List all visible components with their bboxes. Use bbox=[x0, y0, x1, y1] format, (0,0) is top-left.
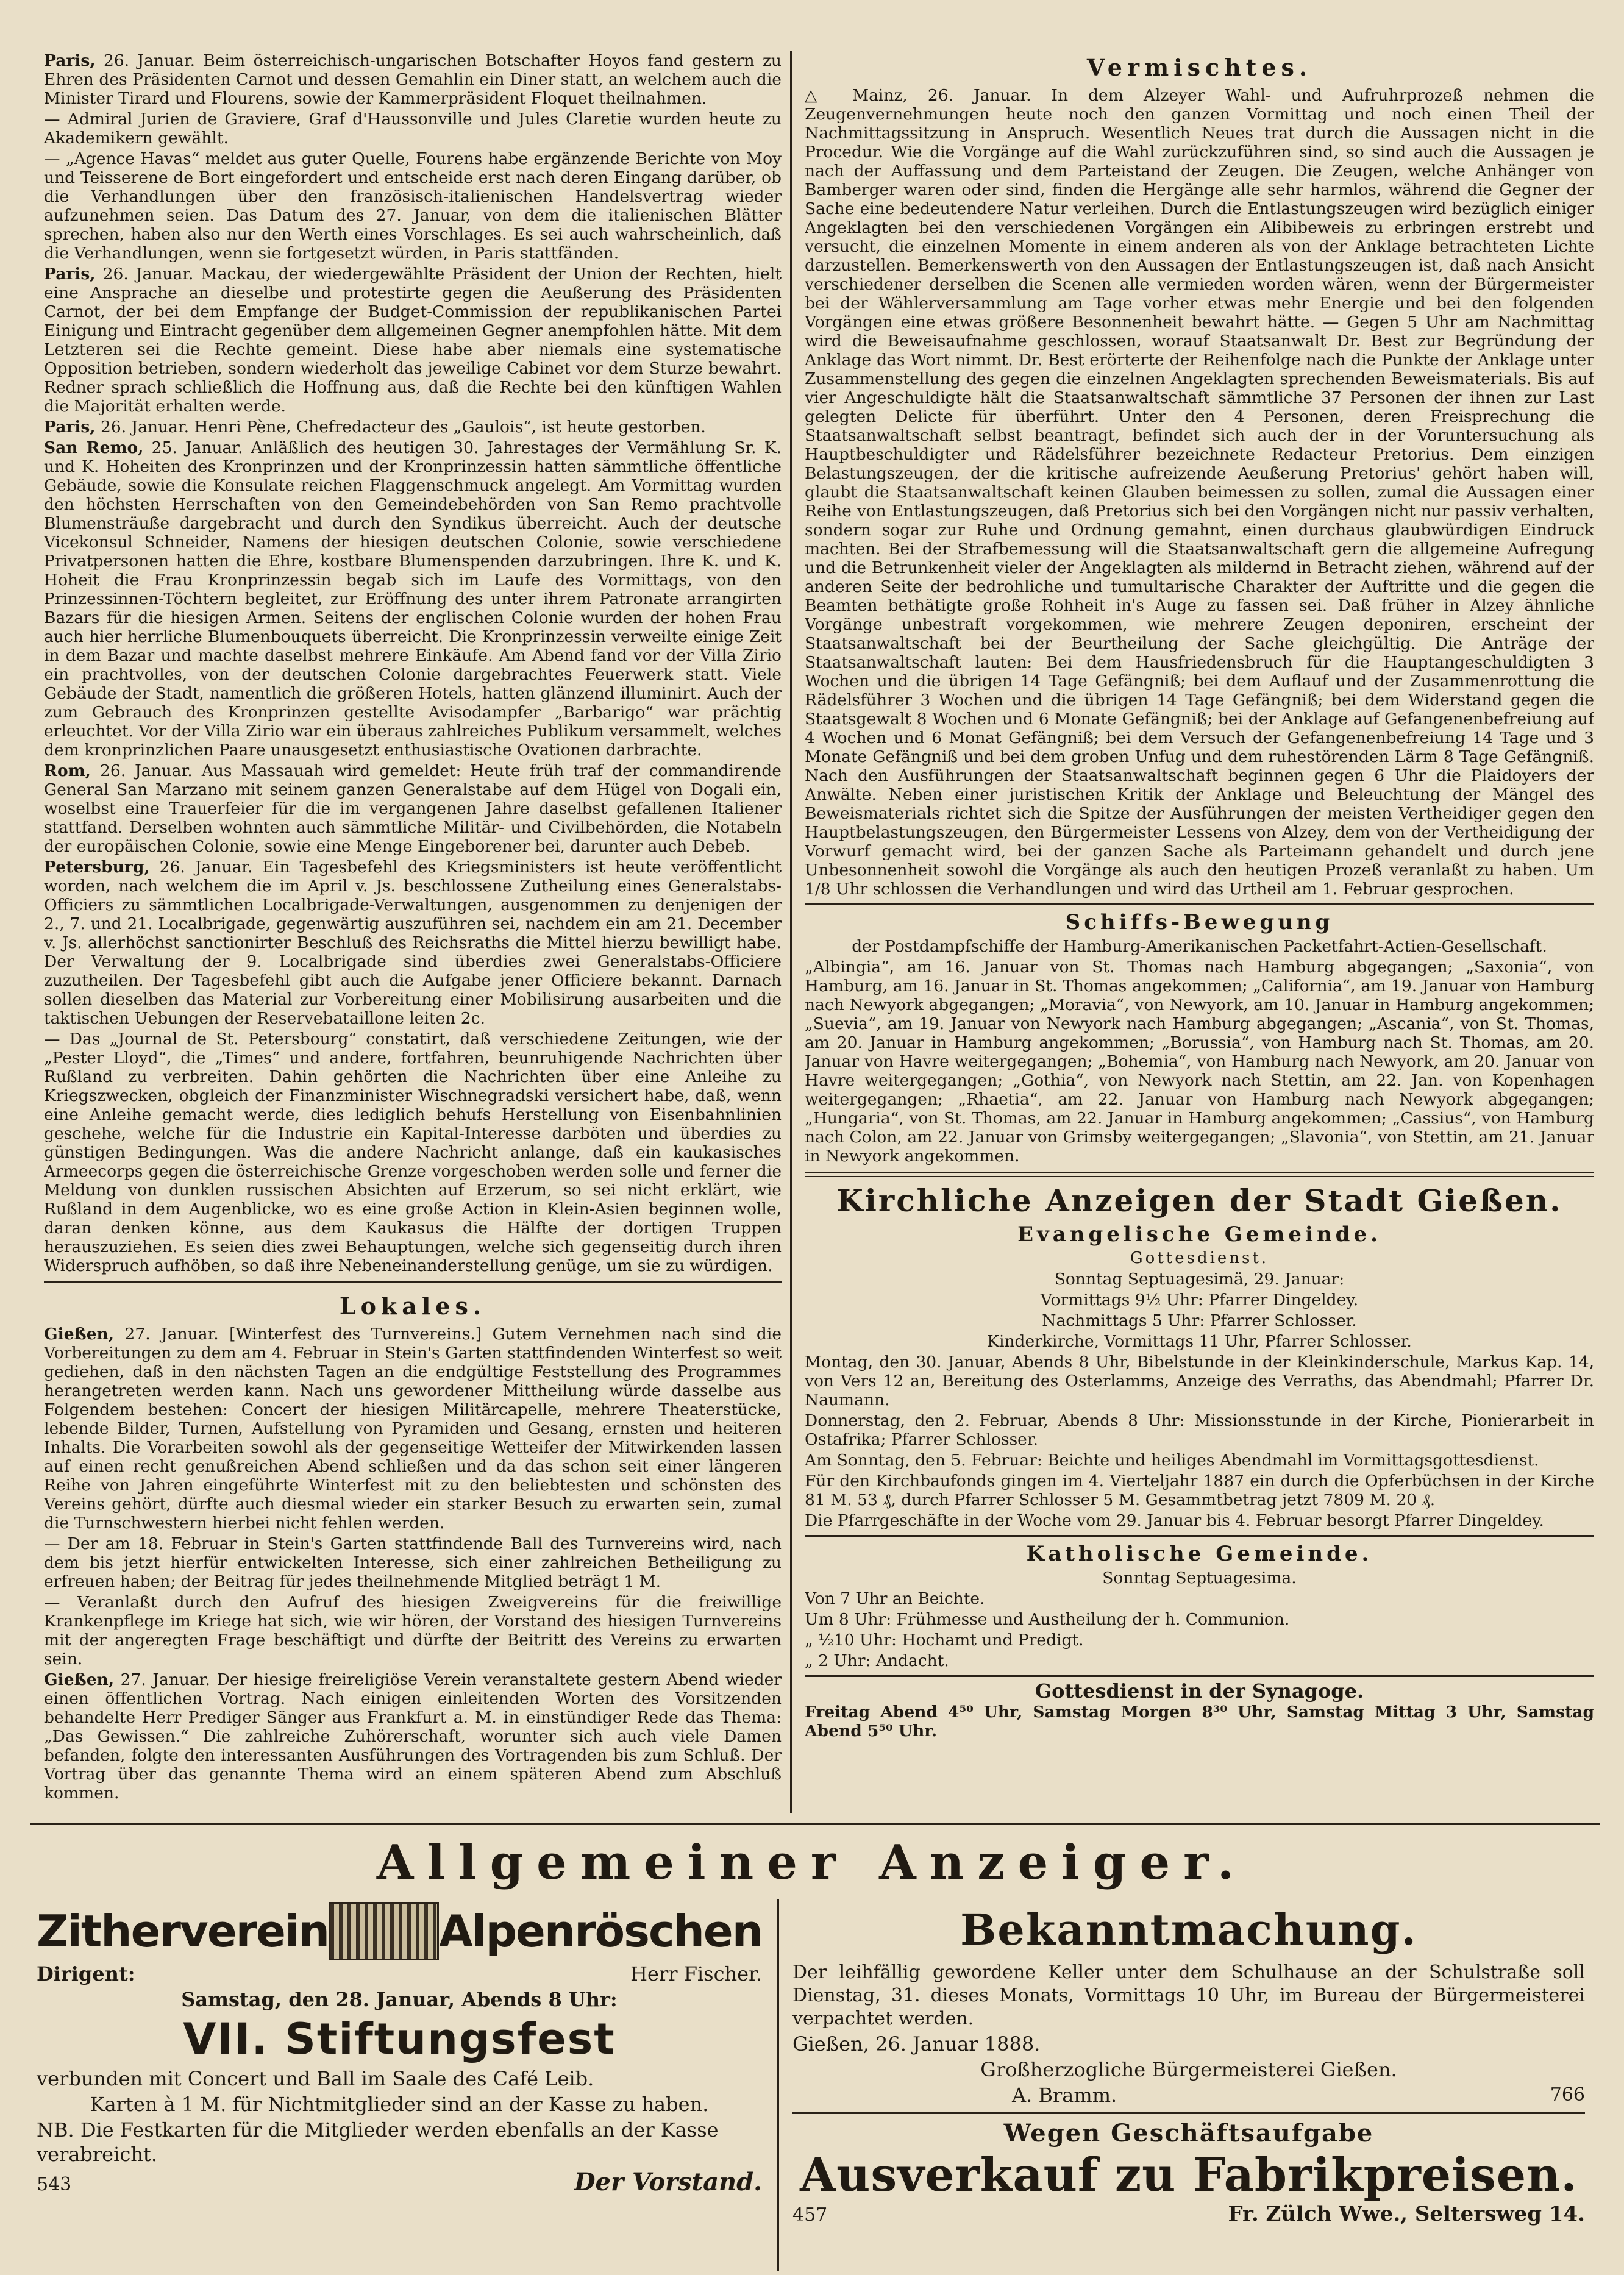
katholische-heading: Katholische Gemeinde. bbox=[1026, 1542, 1373, 1566]
bekanntmachung-ad bbox=[792, 1902, 1585, 2268]
article-paragraph bbox=[44, 858, 782, 1028]
article-text: 26. Januar. Henri Pène, Chefredacteur des „Gaulois“, ist heute gestorben. bbox=[95, 418, 706, 436]
ads-column-divider bbox=[777, 1899, 779, 2271]
karten-line: Karten à 1 M. für Nichtmitglieder sind an der Kasse zu haben. bbox=[90, 2093, 709, 2116]
dateline: Paris, bbox=[44, 51, 96, 70]
article-text: — Das „Journal de St. Petersbourg“ constatirt, daß verschiedene Zeitungen, wie der „Pester Lloyd“, die „Times“ und andere, fortfahren, beunruhigende Nachrichten über Rußland zu verbreiten. Dahin gehörten die Nachrichten über eine Anleihe zu Kriegszwecken, obgleich der Finanzminister Wischnegradski versichert habe, daß, wenn eine Anleihe gemacht werde, dies lediglich behufs Herstellung von Eisenbahnlinien geschehe, welche für die Industrie ein Kapital-Interesse darböten und überdies zu günstigen Bedingungen. Was die andere Nachricht anlange, daß ein kaukasisches Armeecorps gegen die österreichische Grenze vorgeschoben werden solle und ferner die Meldung von dunklen russischen Absichten auf Erzerum, so sei nicht erklärt, wie Rußland in dem Augenblicke, wo es eine große Action in Klein-Asien beginnen wolle, daran denken könne, aus dem Kaukasus die Hälfte der dortigen Truppen herauszuziehen. Es seien dies zwei Behauptungen, welche sich gegenseitig durch ihren Widerspruch aufhöben, so daß ihre Nebeneinanderstellung genüge, um sie zu würdigen. bbox=[44, 1030, 782, 1275]
ad-footer bbox=[37, 2168, 762, 2196]
bekanntmachung-title: Bekanntmachung. bbox=[960, 1904, 1417, 1955]
ad-number: 766 bbox=[1550, 2084, 1585, 2106]
article-text: 25. Januar. Anläßlich des heutigen 30. Jahrestages der Vermählung Sr. K. und K. Hoheiten des Kronprinzen und der Kronprinzessin hatten sämmtliche öffentliche Gebäude, sowie die Konsulate reichen Flaggenschmuck angelegt. Am Vormittag wurden den höchsten Herrschaften von den Gemeindebehörden von San Remo prachtvolle Blumensträuße dargebracht und durch den Syndikus überreicht. Auch der deutsche Vicekonsul Schneider, Namens der hiesigen deutschen Colonie, sowie verschiedene Privatpersonen hatten die Ehre, kostbare Blumenspenden darzubringen. Ihre K. und K. Hoheit die Frau Kronprinzessin begab sich im Laufe des Vormittags, von den Prinzessinnen-Töchtern begleitet, zur Eröffnung des unter ihrem Patronate arrangirten Bazars für die hiesigen Armen. Seitens der englischen Colonie wurden der hohen Frau auch hier herrliche Blumenbouquets überreicht. Die Kronprinzessin verweilte einige Zeit in dem Bazar und machte daselbst mehrere Einkäufe. Am Abend fand vor der Villa Zirio ein prachtvolles, von der deutschen Colonie dargebrachtes Feuerwerk statt. Viele Gebäude der Stadt, namentlich die größeren Hotels, hatten glänzend illuminirt. Auch der zum Gebrauch des Kronprinzen gestellte Avisodampfer „Barbarigo“ war prächtig erleuchtet. Vor der Villa Zirio war ein überaus zahlreiches Publikum versammelt, welches dem kronprinzlichen Paare unausgesetzt enthusiastische Ovationen darbrachte. bbox=[44, 438, 782, 760]
ad-number: 457 bbox=[792, 2204, 828, 2226]
notice-line: Um 8 Uhr: Frühmesse und Austheilung der h. Communion. bbox=[805, 1610, 1290, 1629]
dateline: Gießen, bbox=[44, 1670, 115, 1689]
lokales-articles bbox=[44, 1325, 782, 1803]
article-text: 27. Januar. [Winterfest des Turnvereins.] Gutem Vernehmen nach sind die Vorbereitungen zu dem am 4. Februar in Stein's Garten stattfindenden Winterfest so weit gediehen, daß in den nächsten Tagen an die endgültige Feststellung des Programmes herangetreten werden kann. Nach uns gewordener Mittheilung würde dasselbe aus Folgendem bestehen: Concert der hiesigen Militärcapelle, mehrere Theaterstücke, lebende Bilder, Turnen, Aufstellung von Pyramiden und Gesang, ernsten und heiteren Inhalts. Die Vorarbeiten sowohl als der gegenseitige Wetteifer der Mitwirkenden lassen auf einen recht genußreichen Abend schließen und da das schon seit einer längeren Reihe von Jahren eingeführte Winterfest mit zu den beliebtesten und schönsten des Vereins gehört, dürfte auch diesmal wieder ein starker Besuch zu erwarten sein, zumal die Turnschwestern hierbei nicht fehlen werden. bbox=[44, 1325, 782, 1533]
article-text: 26. Januar. Ein Tagesbefehl des Kriegsministers ist heute veröffentlicht worden, nach welchem die im April v. Js. beschlossene Zutheilung eines Generalstabs-Officiers zu sämmtlichen Localbrigade-Verwaltungen, ausgenommen zu denjenigen der 2., 7. und 21. Localbrigade, gegenwärtig auszuführen sei, nachdem ein am 21. December v. Js. allerhöchst sanctionirter Beschluß des Reichsraths die Mittel hierzu bewilligt habe. Der Verwaltung der 9. Localbrigade sind überdies zwei Generalstabs-Officiere zuzutheilen. Der Tagesbefehl gibt auch die Aufgabe jener Officiere bekannt. Darnach sollen dieselben das Material zur Vorbereitung einer Mobilisirung ausarbeiten und die taktischen Uebungen der Reservebataillone leiten 2c. bbox=[44, 858, 782, 1028]
kirchliche-heading: Kirchliche Anzeigen der Stadt Gießen. bbox=[836, 1183, 1562, 1219]
article-paragraph bbox=[44, 1030, 782, 1275]
dirigent-label: Dirigent: bbox=[37, 1962, 135, 1985]
schiffs-subtitle: der Postdampfschiffe der Hamburg-Amerikanischen Packetfahrt-Actien-Gesellschaft. bbox=[852, 937, 1547, 956]
notice-line: „ ½10 Uhr: Hochamt und Predigt. bbox=[805, 1631, 1084, 1650]
stiftungsfest-title: VII. Stiftungsfest bbox=[183, 2014, 616, 2064]
article-paragraph bbox=[44, 1534, 782, 1591]
zitherverein-ad bbox=[37, 1902, 762, 2268]
divider bbox=[805, 1675, 1594, 1677]
zuelch-address: Fr. Zülch Wwe., Seltersweg 14. bbox=[1228, 2202, 1585, 2226]
article-paragraph bbox=[44, 1670, 782, 1803]
katholische-subtitle: Sonntag Septuagesima. bbox=[1102, 1568, 1297, 1587]
notice-line: Kinderkirche, Vormittags 11 Uhr, Pfarrer Schlosser. bbox=[987, 1332, 1412, 1351]
article-paragraph bbox=[44, 418, 782, 436]
schiffs-heading: Schiffs-Bewegung bbox=[1065, 910, 1334, 935]
nb-line: NB. Die Festkarten für die Mitglieder werden ebenfalls an der Kasse verabreicht. bbox=[37, 2118, 719, 2166]
katholische-times bbox=[805, 1589, 1594, 1670]
article-paragraph bbox=[44, 438, 782, 760]
lokales-heading: Lokales. bbox=[339, 1292, 486, 1320]
synagoge-heading: Gottesdienst in der Synagoge. bbox=[1035, 1679, 1364, 1703]
article-paragraph bbox=[44, 265, 782, 416]
evangelische-heading: Evangelische Gemeinde. bbox=[1017, 1222, 1381, 1247]
zitherverein-title: Zitherverein bbox=[37, 1906, 329, 1957]
article-paragraph bbox=[44, 761, 782, 856]
article-text: 26. Januar. Mackau, der wiedergewählte Präsident der Union der Rechten, hielt eine Ansprache an dieselbe und protestirte gegen die Aeußerung des Präsidenten Carnot, der bei dem Empfange der Budget-Commission der republikanischen Partei Einigung und Eintracht gegenüber dem allgemeinen Gegner anempfohlen hätte. Mit dem Letzteren sei die Rechte gemeint. Diese habe aber niemals eine systematische Opposition betrieben, sondern wiederholt das jeweilige Cabinet vor dem Sturze bewahrt. Redner sprach schließlich die Hoffnung aus, daß die Rechte bei den künftigen Wahlen die Majorität erhalten werde. bbox=[44, 265, 782, 416]
article-paragraph bbox=[44, 51, 782, 108]
dateline: San Remo, bbox=[44, 438, 144, 457]
bekanntmachung-text: Der leihfällig gewordene Keller unter dem Schulhause an der Schulstraße soll Dienstag, 31. dieses Monats, Vormittags 10 Uhr, im Bureau der Bürgermeisterei verpachtet werden. bbox=[792, 1962, 1585, 2029]
geschaeftsaufgabe-line: Wegen Geschäftsaufgabe bbox=[1003, 2119, 1374, 2148]
notice-line: Für den Kirchbaufonds gingen im 4. Vierteljahr 1887 ein durch die Opferbüchsen in der Kirche 81 M. 53 ₰, durch Pfarrer Schlosser 5 M. Gesammtbetrag jetzt 7809 M. 20 ₰. bbox=[805, 1472, 1594, 1509]
schiffs-text: „Albingia“, am 16. Januar von St. Thomas nach Hamburg abgegangen; „Saxonia“, von Hamburg, am 16. Januar in St. Thomas angekommen; „California“, am 19. Januar von Hamburg nach Newyork abgegangen; „Moravia“, von Newyork, am 10. Januar in Hamburg angekommen; „Suevia“, am 19. Januar von Newyork nach Hamburg abgegangen; „Ascania“, von St. Thomas, am 20. Januar in Hamburg angekommen; „Borussia“, von Hamburg nach St. Thomas, am 20. Januar von Havre weitergegangen; „Bohemia“, von Hamburg nach Newyork, am 20. Januar von Havre weitergegangen; „Gothia“, von Newyork nach Stettin, am 22. Jan. von Kopenhagen weitergegangen; „Rhaetia“, am 22. Januar von Hamburg nach Newyork abgegangen; „Hungaria“, von St. Thomas, am 22. Januar in Hamburg angekommen; „Cassius“, von Hamburg nach Colon, am 22. Januar von Grimsby weitergegangen; „Slavonia“, von Stettin, am 21. Januar in Newyork angekommen. bbox=[805, 958, 1594, 1166]
dirigent-name: Herr Fischer. bbox=[630, 1962, 762, 1985]
evangelische-times bbox=[805, 1270, 1594, 1351]
notice-line: Nachmittags 5 Uhr: Pfarrer Schlosser. bbox=[1042, 1311, 1357, 1330]
ad-number: 543 bbox=[37, 2174, 72, 2195]
notice-line: Die Pfarrgeschäfte in der Woche vom 29. Januar bis 4. Februar besorgt Pfarrer Dingeldey. bbox=[805, 1511, 1544, 1530]
article-paragraph bbox=[44, 110, 782, 148]
vorstand-signature: Der Vorstand. bbox=[574, 2168, 762, 2196]
article-text: 26. Januar. Aus Massauah wird gemeldet: Heute früh traf der commandirende General San Marzano mit seinem ganzen Generalstabe auf dem Hügel von Dogali ein, woselbst eine Trauerfeier für die im vergangenen Jahre daselbst gefallenen Italiener stattfand. Derselben wohnten auch sämmtliche Militär- und Civilbehörden, die Notabeln der europäischen Colonie, sowie eine Menge Eingeborener bei, darunter auch Debeb. bbox=[44, 761, 782, 856]
article-paragraph bbox=[44, 1325, 782, 1533]
dateline: Paris, bbox=[44, 418, 96, 436]
dirigent-row bbox=[37, 1962, 762, 1986]
divider bbox=[792, 2112, 1585, 2114]
notice-line: Am Sonntag, den 5. Februar: Beichte und heiliges Abendmahl im Vormittagsgottesdienst. bbox=[805, 1451, 1539, 1470]
article-text: — „Agence Havas“ meldet aus guter Quelle, Fourens habe ergänzende Berichte von Moy und Teisserene de Bort eingefordert und entscheide erst nach deren Eingang darüber, ob die Verhandlungen über den französisch-italienischen Handelsvertrag wieder aufzunehmen seien. Das Datum des 27. Januar, von dem die italienischen Blätter sprechen, haben also nur den Werth eines Vorschlages. Es sei auch wahrscheinlich, daß die Verhandlungen, wenn sie fortgesetzt würden, in Paris stattfänden. bbox=[44, 149, 782, 263]
divider bbox=[805, 1172, 1594, 1177]
article-text: — Der am 18. Februar in Stein's Garten stattfindende Ball des Turnvereins wird, nach dem bis jetzt hierfür entwickelten Interesse, sich einer zahlreichen Betheiligung zu erfreuen haben; der Beitrag für jedes theilnehmende Mitglied beträgt 1 M. bbox=[44, 1534, 782, 1591]
article-paragraph bbox=[44, 1593, 782, 1668]
notice-line: Donnerstag, den 2. Februar, Abends 8 Uhr: Missionsstunde in der Kirche, Pionierarbeit in Ostafrika; Pfarrer Schlosser. bbox=[805, 1411, 1594, 1449]
zither-header bbox=[37, 1902, 762, 1960]
evangelische-notices bbox=[805, 1353, 1594, 1530]
notice-line: Vormittags 9½ Uhr: Pfarrer Dingeldey. bbox=[1040, 1291, 1359, 1309]
concert-line: verbunden mit Concert und Ball im Saale des Café Leib. bbox=[37, 2067, 594, 2090]
ausverkauf-footer bbox=[792, 2202, 1585, 2226]
article-text: 26. Januar. Beim österreichisch-ungarischen Botschafter Hoyos fand gestern zu Ehren des Präsidenten Carnot und dessen Gemahlin ein Diner statt, an welchem auch die Minister Tirard und Flourens, sowie der Kammerpräsident Floquet theilnahmen. bbox=[44, 51, 782, 108]
ads-heading: Allgemeiner Anzeiger. bbox=[376, 1835, 1248, 1890]
divider bbox=[805, 1535, 1594, 1537]
dateline: Rom, bbox=[44, 761, 91, 780]
dateline: Gießen, bbox=[44, 1325, 115, 1344]
notice-line: „ 2 Uhr: Andacht. bbox=[805, 1651, 949, 1670]
dateline: Petersburg, bbox=[44, 858, 150, 877]
alpenroeschen-title: Alpenröschen bbox=[439, 1906, 762, 1957]
divider bbox=[805, 903, 1594, 905]
ads-divider bbox=[30, 1823, 1600, 1825]
bekanntmachung-signature-row bbox=[792, 2083, 1585, 2107]
left-column bbox=[44, 51, 782, 1813]
news-articles bbox=[44, 51, 782, 1275]
column-divider bbox=[790, 51, 792, 1813]
dateline: Paris, bbox=[44, 265, 96, 283]
notice-line: Montag, den 30. Januar, Abends 8 Uhr, Bibelstunde in der Kleinkinderschule, Markus Kap. 14, von Vers 12 an, Bereitung des Osterlamms, Anzeige des Verraths, das Abendmahl; Pfarrer Dr. Naumann. bbox=[805, 1353, 1594, 1409]
synagoge-text: Freitag Abend 4⁵⁰ Uhr, Samstag Morgen 8³⁰ Uhr, Samstag Mittag 3 Uhr, Samstag Abend 5⁵⁰ Uhr. bbox=[805, 1703, 1594, 1740]
divider bbox=[44, 1281, 782, 1286]
bekanntmachung-signature: A. Bramm. bbox=[1012, 2084, 1117, 2107]
notice-line: Sonntag Septuagesimä, 29. Januar: bbox=[1054, 1270, 1345, 1289]
bekanntmachung-date: Gießen, 26. Januar 1888. bbox=[792, 2032, 1041, 2056]
event-date: Samstag, den 28. Januar, Abends 8 Uhr: bbox=[181, 1988, 618, 2011]
article-text: 27. Januar. Der hiesige freireligiöse Verein veranstaltete gestern Abend wieder einen öffentlichen Vortrag. Nach einigen einleitenden Worten des Vorsitzenden behandelte Herr Prediger Sänger aus Frankfurt a. M. in einstündiger Rede das Thema: „Das Gewissen.“ Die zahlreiche Zuhörerschaft, worunter sich auch viele Damen befanden, folgte den interessanten Ausführungen des Vortragenden bis zum Schluß. Der Vortrag über das genannte Thema wird an einem späteren Abend zum Abschluß kommen. bbox=[44, 1670, 782, 1803]
zither-illustration bbox=[329, 1902, 439, 1960]
vermischtes-article: △ Mainz, 26. Januar. In dem Alzeyer Wahl- und Aufruhrprozeß nehmen die Zeugenvernehmungen heute noch den ganzen Vormittag und noch einen Theil der Nachmittagssitzung in Anspruch. Wesentlich Neues trat durch die Aussagen nicht in die Procedur. Wie die Vorgänge auf die Wahl zurückzuführen sind, so sind auch die Aussagen je nach der Auffassung und dem Parteistand der Zeugen. Die Zeugen, welche Anhänger von Bamberger waren oder sind, finden die Hergänge alle sehr harmlos, während die Gegner der Sache eine bedeutendere Natur verleihen. Durch die Entlastungszeugen wird bezüglich einiger Angeklagten bei den verschiedenen Vorgängen ein Alibibeweis zu erbringen erstrebt und versucht, die einzelnen Momente in einem anderen als von der Anklage betrachteten Lichte darzustellen. Bemerkenswerth von den Aussagen der Entlastungszeugen ist, daß nach Ansicht verschiedener derselben die Scenen alle vermieden worden wären, wenn der Bürgermeister bei der Wählerversammlung am Tage vorher etwas mehr Energie und bei den folgenden Vorgängen eine etwas größere Besonnenheit bewahrt hätte. — Gegen 5 Uhr am Nachmittag wird die Beweisaufnahme geschlossen, worauf Staatsanwalt Dr. Best zur Begründung der Anklage das Wort nimmt. Dr. Best erörterte der Reihenfolge nach die Punkte der Anklage unter Zusammenstellung des gegen die einzelnen Angeklagten sprechenden Beweismaterials. Bis auf vier Angeschuldigte hält die Staatsanwaltschaft sämmtliche 37 Personen der ihnen zur Last gelegten Delicte für überführt. Unter den 4 Personen, deren Freisprechung die Staatsanwaltschaft selbst beantragt, befindet sich auch der in der Voruntersuchung als Hauptbeschuldigter und Rädelsführer bezeichnete Redacteur Pretorius. Dem einzigen Belastungszeugen, der die kritische aufreizende Aeußerung Pretorius' gehört haben will, glaubt die Staatsanwaltschaft keinen Glauben beimessen zu sollen, zumal die Aussagen einer Reihe von Entlastungszeugen, daß Pretorius sich bei den Vorgängen nicht nur passiv verhalten, sondern sogar zur Ruhe und Ordnung gemahnt, einen durchaus glaubwürdigen Eindruck machten. Bei der Strafbemessung will die Staatsanwaltschaft gern die allgemeine Aufregung und die Betrunkenheit vieler der Angeklagten als mildernd in Betracht ziehen, während auf der anderen Seite der bedrohliche und tumultarische Charakter der Auftritte und die gegen die Beamten bethätigte große Rohheit in's Auge zu fassen sei. Daß früher in Alzey ähnliche Vorgänge unbestraft vorgekommen, wie mehrere Zeugen deponiren, erscheint der Staatsanwaltschaft bei der Beurtheilung der Sache gleichgültig. Die Anträge der Staatsanwaltschaft lauten: Bei dem Hausfriedensbruch für die Hauptangeschuldigten 3 Wochen und die übrigen 14 Tage Gefängniß; bei dem Auflauf und der Zusammenrottung die Rädelsführer 3 Wochen und die übrigen 14 Tage Gefängniß; bei dem Widerstand gegen die Staatsgewalt 8 Wochen und 6 Monate Gefängniß; bei der Anklage auf Gefangenenbefreiung auf 4 Wochen und 6 Monat Gefängniß; bei dem Versuch der Gefangenenbefreiung 14 Tage und 3 Monate Gefängniß und bei dem groben Unfug und dem ruhestörenden Lärm 8 Tage Gefängniß. Nach den Ausführungen der Staatsanwaltschaft beginnen gegen 6 Uhr die Plaidoyers der Anwälte. Neben einer juristischen Kritik der Anklage und Beleuchtung der Mängel des Beweismaterials richtet sich die Spitze der Ausführungen der meisten Vertheidiger gegen den Hauptbelastungszeugen, den Bürgermeister Lessens von Alzey, dem von der Vertheidigung der Vorwurf gemacht wird, bei der ganzen Sache als Parteimann gehandelt und durch jene Unbesonnenheit sowohl die Vorgänge als auch den heutigen Prozeß veranlaßt zu haben. Um 1/8 Uhr schlossen die Verhandlungen und wird das Urtheil am 1. Februar gesprochen. bbox=[805, 86, 1594, 899]
article-text: — Veranlaßt durch den Aufruf des hiesigen Zweigvereins für die freiwillige Krankenpflege im Kriege hat sich, wie wir hören, der Vorstand des hiesigen Turnvereins mit der angeregten Frage beschäftigt und dürfte der Beitritt des Vereins zu erwarten sein. bbox=[44, 1593, 782, 1668]
ausverkauf-title: Ausverkauf zu Fabrikpreisen. bbox=[800, 2148, 1578, 2202]
bekanntmachung-authority: Großherzogliche Bürgermeisterei Gießen. bbox=[980, 2058, 1397, 2081]
article-text: — Admiral Jurien de Graviere, Graf d'Haussonville und Jules Claretie wurden heute zu Akademikern gewählt. bbox=[44, 110, 782, 148]
vermischtes-heading: Vermischtes. bbox=[1086, 54, 1312, 81]
right-column bbox=[805, 51, 1594, 1813]
notice-line: Von 7 Uhr an Beichte. bbox=[805, 1589, 985, 1608]
article-paragraph bbox=[44, 149, 782, 263]
gottesdienst-label: Gottesdienst. bbox=[1130, 1249, 1269, 1267]
